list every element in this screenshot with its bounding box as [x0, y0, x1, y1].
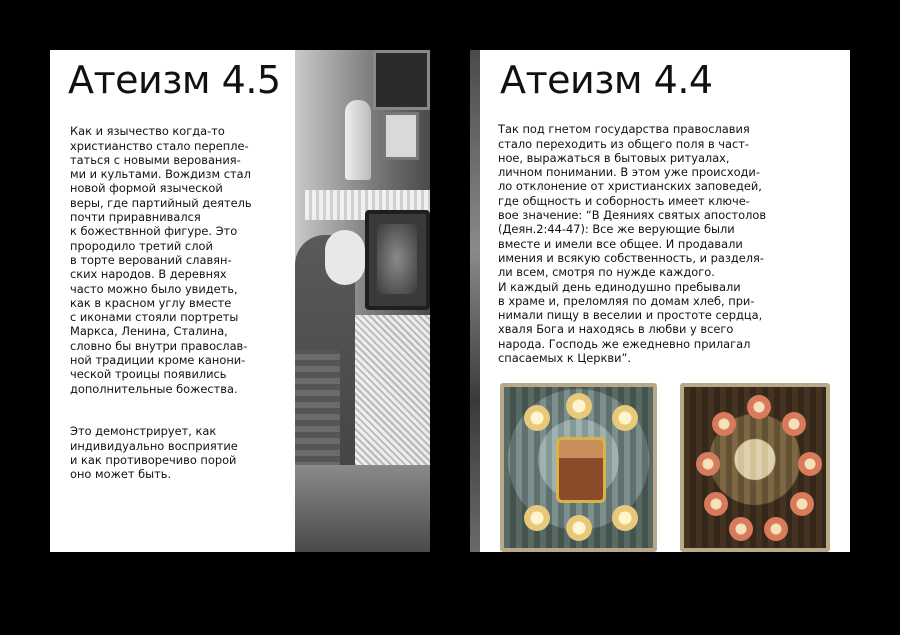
page-atheism-4-5: [50, 50, 430, 552]
decor-rose: [782, 412, 806, 436]
icon-flower-wreath: [680, 383, 830, 552]
body-text: [70, 110, 302, 481]
photo-tv-screen: [377, 224, 417, 294]
photo-floor: [295, 465, 430, 552]
christ-figure: [556, 437, 606, 503]
photo-television: [365, 210, 430, 310]
photo-window: [373, 50, 430, 110]
decor-rose: [747, 395, 771, 419]
decor-rose: [790, 492, 814, 516]
paragraph: Это демонстрирует, как индивидуально восприятие и как противоречиво порой оно может быть.: [70, 424, 238, 482]
decor-rose: [729, 517, 753, 541]
icon-christ-image: [500, 383, 657, 552]
photo-edge-strip: [470, 50, 480, 552]
decor-rose: [704, 492, 728, 516]
decor-rose: [712, 412, 736, 436]
decor-rose: [764, 517, 788, 541]
page-title: Атеизм 4.5: [68, 58, 281, 102]
decor-flower: [566, 515, 592, 541]
photo-sleeve: [325, 230, 365, 285]
decor-flower: [566, 393, 592, 419]
body-text: [498, 108, 838, 365]
interior-photo: [295, 50, 430, 552]
decor-flower: [612, 405, 638, 431]
page-title: Атеизм 4.4: [500, 58, 713, 102]
decor-flower: [612, 505, 638, 531]
photo-picture-frame: [383, 112, 419, 160]
page-atheism-4-4: [470, 50, 850, 552]
paragraph: Так под гнетом государства православия стало переходить из общего поля в част- ное, выражаться в бытовых ритуалах, личном понимании. В этом уже происходи- ло отклонение от христианских заповедей, где общность и соборность имеет ключе- вое значение: “В Деяниях святых апостолов (Деян.2:44-47): Все же верующие были вместе и имели все общее. И продавали имения и всякую собственность, и разделя- ли всем, смотря по нужде каждого. И каждый день единодушно пребывали в храме и, преломляя по домам хлеб, при- нимали пищу в веселии и простоте сердца, хваля Бога и находясь в любви у всего народа. Господь же ежедневно прилагал спасаемых к Церкви”.: [498, 122, 767, 366]
decor-rose: [798, 452, 822, 476]
decor-flower: [524, 405, 550, 431]
decor-rose: [696, 452, 720, 476]
decor-flower: [524, 505, 550, 531]
photo-thermos: [345, 100, 371, 180]
paragraph: Как и язычество когда-то христианство стало перепле- таться с новыми верования- ми и культами. Вождизм стал новой формой языческой веры, где партийный деятель почти приравнивался к божествнной фигуре. Это прородило третий слой в торте верований славян- ских народов. В деревнях часто можно было увидеть, как в красном углу вместе с иконами стояли портреты Маркса, Ленина, Сталина, словно бы внутри православ- ной традиции кроме канони- ческой троицы появились дополнительные божества.: [70, 124, 252, 396]
